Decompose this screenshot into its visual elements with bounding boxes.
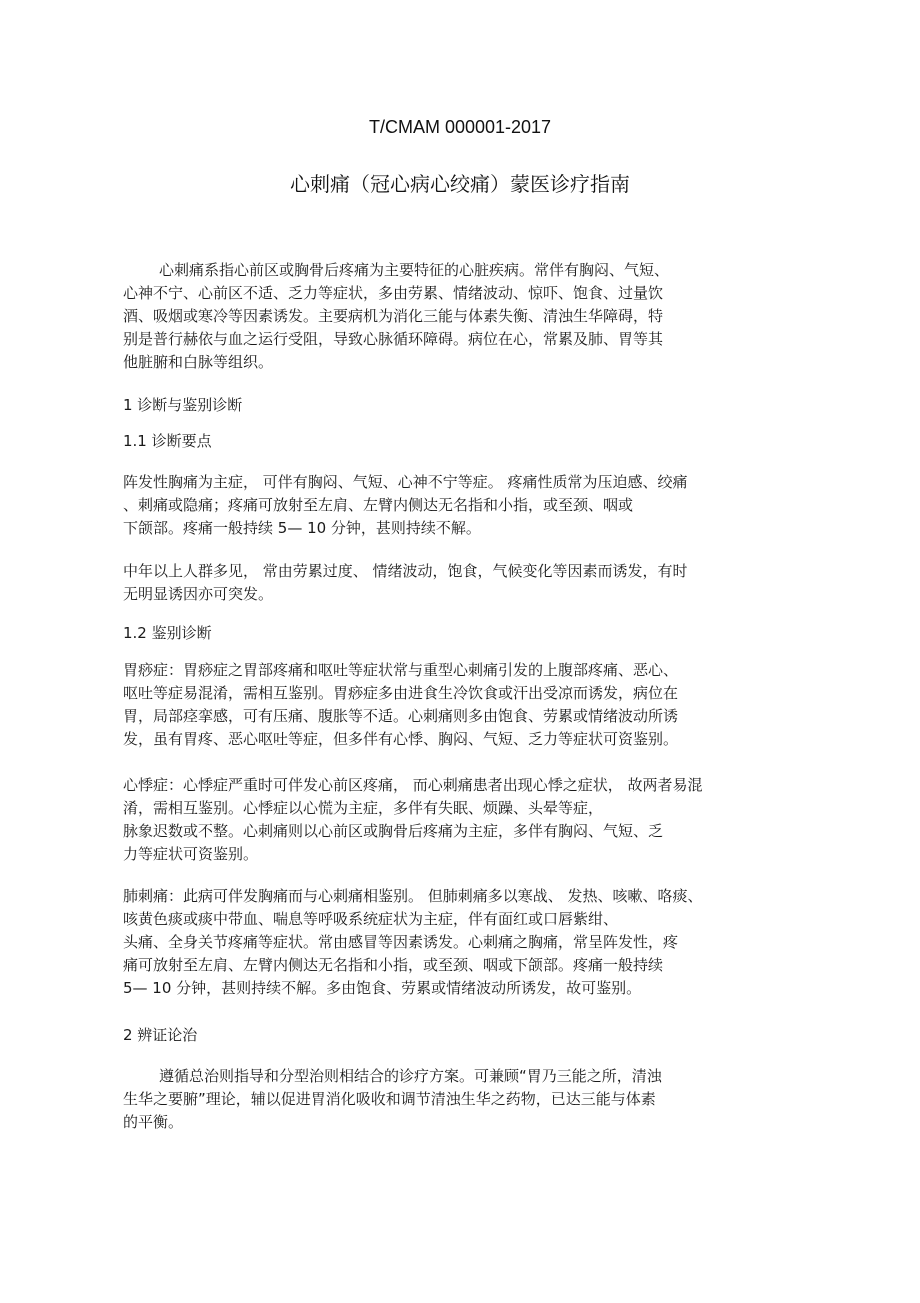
paragraph-line: 心神不宁、心前区不适、乏力等症状，多由劳累、情绪波动、惊吓、饱食、过量饮	[123, 284, 664, 302]
paragraph-line: 5— 10 分钟，甚则持续不解。多由饱食、劳累或情绪波动所诱发，故可鉴别。	[123, 979, 642, 997]
paragraph-line: 酒、吸烟或寒冷等因素诱发。主要病机为消化三能与体素失衡、清浊生华障碍，特	[123, 307, 664, 325]
treatment-paragraph	[123, 1065, 803, 1134]
population-paragraph	[123, 560, 803, 606]
paragraph-line: 头痛、全身关节疼痛等症状。常由感冒等因素诱发。心刺痛之胸痛，常呈阵发性，疼	[123, 933, 679, 951]
document-code: T/CMAM 000001-2017	[368, 117, 552, 137]
paragraph-line: 的平衡。	[123, 1113, 184, 1131]
intro-paragraph	[123, 259, 803, 374]
section-heading: 2 辨证论治	[123, 1026, 198, 1044]
differential-paragraph-palpitation	[123, 774, 803, 866]
paragraph-line: 心悸症：心悸症严重时可伴发心前区疼痛， 而心刺痛患者出现心悸之症状， 故两者易混	[123, 776, 703, 794]
paragraph-line: 肺刺痛：此病可伴发胸痛而与心刺痛相鉴别。 但肺刺痛多以寒战、 发热、咳嗽、咯痰、	[123, 887, 703, 905]
paragraph-line: 胃痧症：胃痧症之胃部疼痛和呕吐等症状常与重型心刺痛引发的上腹部疼痛、恶心、	[123, 661, 679, 679]
differential-paragraph-lung	[123, 885, 803, 1000]
paragraph-line: 别是普行赫依与血之运行受阻，导致心脉循环障碍。病位在心，常累及肺、胃等其	[123, 330, 664, 348]
paragraph-line: 下颌部。疼痛一般持续 5— 10 分钟，甚则持续不解。	[123, 519, 481, 537]
section-heading: 1 诊断与鉴别诊断	[123, 396, 243, 414]
paragraph-line: 发，虽有胃疼、恶心呕吐等症，但多伴有心悸、胸闷、气短、乏力等症状可资鉴别。	[123, 730, 679, 748]
paragraph-line: 他脏腑和白脉等组织。	[123, 353, 274, 371]
document-title: 心刺痛（冠心病心绞痛）蒙医诊疗指南	[290, 172, 630, 196]
paragraph-line: 胃，局部痉挛感，可有压痛、腹胀等不适。心刺痛则多由饱食、劳累或情绪波动所诱	[123, 707, 679, 725]
paragraph-line: 生华之要腑”理论，辅以促进胃消化吸收和调节清浊生华之药物，已达三能与体素	[123, 1090, 656, 1108]
subsection-heading: 1.1 诊断要点	[123, 432, 212, 450]
paragraph-line: 咳黄色痰或痰中带血、喘息等呼吸系统症状为主症，伴有面红或口唇紫绀、	[123, 910, 619, 928]
paragraph-line: 中年以上人群多见， 常由劳累过度、 情绪波动，饱食，气候变化等因素而诱发，有时	[123, 562, 688, 580]
diagnosis-paragraph	[123, 471, 803, 540]
paragraph-line: 阵发性胸痛为主症， 可伴有胸闷、气短、心神不宁等症。 疼痛性质常为压迫感、绞痛	[123, 473, 688, 491]
paragraph-line: 无明显诱因亦可突发。	[123, 585, 274, 603]
paragraph-line: 力等症状可资鉴别。	[123, 845, 259, 863]
paragraph-line: 脉象迟数或不整。心刺痛则以心前区或胸骨后疼痛为主症，多伴有胸闷、气短、乏	[123, 822, 664, 840]
differential-paragraph-stomach	[123, 659, 803, 751]
paragraph-line: 痛可放射至左肩、左臂内侧达无名指和小指，或至颈、咽或下颌部。疼痛一般持续	[123, 956, 664, 974]
paragraph-line: 心刺痛系指心前区或胸骨后疼痛为主要特征的心脏疾病。常伴有胸闷、气短、	[159, 261, 670, 279]
paragraph-line: 、刺痛或隐痛；疼痛可放射至左肩、左臂内侧达无名指和小指，或至颈、咽或	[123, 496, 634, 514]
paragraph-line: 淆，需相互鉴别。心悸症以心慌为主症，多伴有失眠、烦躁、头晕等症，	[123, 799, 604, 817]
subsection-heading: 1.2 鉴别诊断	[123, 624, 212, 642]
paragraph-line: 遵循总治则指导和分型治则相结合的诊疗方案。可兼顾“胃乃三能之所，清浊	[159, 1067, 662, 1085]
paragraph-line: 呕吐等症易混淆，需相互鉴别。胃痧症多由进食生冷饮食或汗出受凉而诱发，病位在	[123, 684, 679, 702]
